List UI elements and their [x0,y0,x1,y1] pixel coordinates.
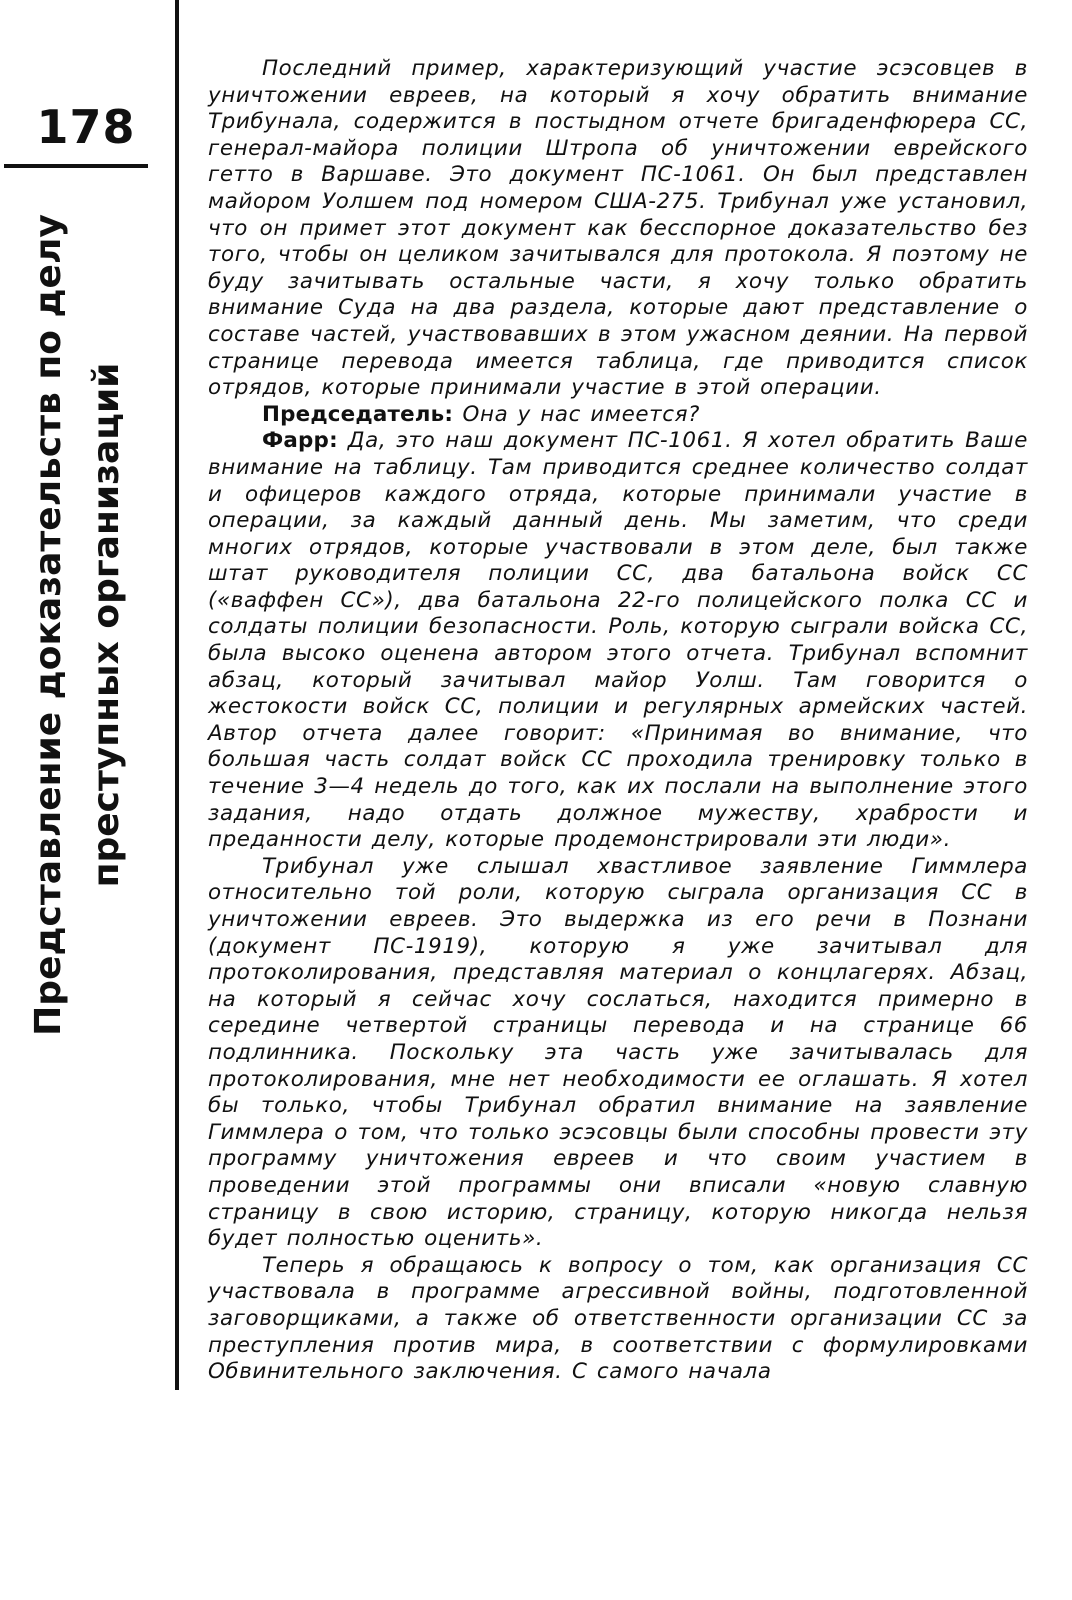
running-title-line-2: преступных организаций [86,362,127,888]
running-title [20,170,136,1080]
paragraph-text: Последний пример, характеризующий участие эсэсовцев в уничтожении евреев, на который я хочу обратить внимание Трибунала, содержится в постыдном отчете бригаденфюрера СС, генерал-майора полиции Штропа об уничтожении еврейского гетто в Варшаве. Это документ ПС-1061. Он был представлен майором Уолшем под номером США-275. Трибунал уже установил, что он примет этот документ как бесспорное доказательство без того, чтобы он целиком зачитывался для протокола. Я поэтому не буду зачитывать остальные части, я хочу только обратить внимание Суда на два раздела, которые дают представление о составе частей, участвовавших в этом ужасном деянии. На первой странице перевода имеется таблица, где приводится список отрядов, которые принимали участие в этой операции. [208,56,1028,401]
paragraph-5 [208,1253,1028,1386]
page-number: 178 [36,100,136,154]
speaker-label: Фарр: [262,428,338,454]
paragraph-text: Она у нас имеется? [453,401,700,427]
margin-column [0,0,178,1390]
paragraph-text: Да, это наш документ ПС-1061. Я хотел обратить Ваше внимание на таблицу. Там приводится среднее количество солдат и офицеров каждого отряда, которые принимали участие в операции, за каждый данный день. Мы заметим, что среди многих отрядов, которые участвовали в этом деле, был также штат руководителя полиции СС, два батальона войск СС («ваффен СС»), два батальона 22-го полицейского полка СС и солдаты полиции безопасности. Роль, которую сыграли войска СС, была высоко оценена автором этого отчета. Трибунал вспомнит абзац, который зачитывал майор Уолш. Там говорится о жестокости войск СС, полиции и регулярных армейских частей. Автор отчета далее говорит: «Принимая во внимание, что большая часть солдат войск СС проходила тренировку только в течение 3—4 недель до того, как их послали на выполнение этого задания, надо отдать должное мужеству, храбрости и преданности делу, которые продемонстрировали эти люди». [208,428,1028,853]
paragraph-2 [208,402,1028,429]
paragraph-4 [208,854,1028,1253]
paragraph-1 [208,56,1028,402]
running-title-line-1: Представление доказательств по делу [28,214,69,1036]
body-text [208,56,1028,1386]
paragraph-text: Трибунал уже слышал хвастливое заявление Гиммлера относительно той роли, которую сыграла организация СС в уничтожении евреев. Это выдержка из его речи в Познани (документ ПС-1919), которую я уже зачитывал для протоколирования, представляя материал о концлагерях. Абзац, на который я сейчас хочу сослаться, находится примерно в середине четвертой страницы перевода и на странице 66 подлинника. Поскольку эта часть уже зачитывалась для протоколирования, мне нет необходимости ее оглашать. Я хотел бы только, чтобы Трибунал обратил внимание на заявление Гиммлера о том, что только эсэсовцы были способны провести эту программу уничтожения евреев и что своим участием в проведении этой программы они вписали «новую славную страницу в свою историю, страницу, которую никогда нельзя будет полностью оценить». [208,853,1028,1252]
speaker-label: Председатель: [262,401,454,427]
paragraph-3 [208,428,1028,854]
vertical-divider [175,0,179,1390]
page-number-rule [4,164,148,168]
paragraph-text: Теперь я обращаюсь к вопросу о том, как организация СС участвовала в программе агрессивной войны, подготовленной заговорщиками, а также об ответственности организации СС за преступления против мира, в соответствии с формулировками Обвинительного заключения. С самого начала [208,1252,1028,1385]
